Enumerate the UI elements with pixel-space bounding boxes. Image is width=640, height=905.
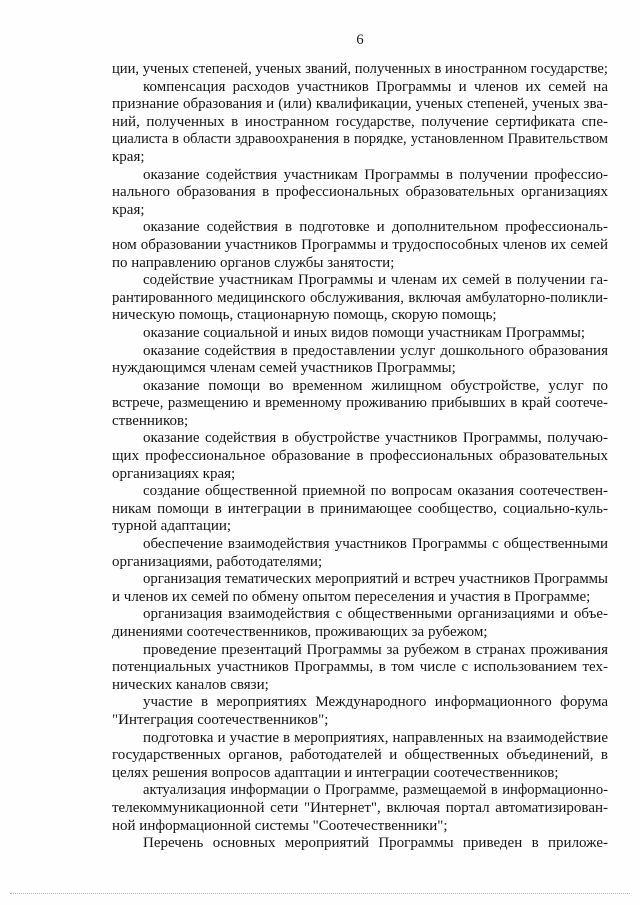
paragraph — [112, 730, 608, 783]
text-line: циалиста в области здравоохранения в порядке, установленном Правительством — [112, 131, 608, 148]
text-line: оказание помощи во временном жилищном обустройстве, услуг по — [143, 377, 608, 394]
text-line: "Интеграция соотечественников"; — [112, 711, 329, 728]
text-line: организациях края; — [112, 465, 236, 482]
text-line: ническую помощь, стационарную помощь, скорую помощь; — [112, 307, 497, 324]
text-line: встрече, размещению и временному проживанию прибывших в край соотече- — [112, 395, 608, 412]
text-line: признание образования и (или) квалификации, ученых степеней, ученых зва- — [112, 96, 608, 113]
text-line: целях решения вопросов адаптации и интеграции соотечественников; — [112, 764, 559, 781]
text-line: телекоммуникационной сети "Интернет", включая портал автоматизирован- — [112, 799, 608, 816]
paragraph — [112, 343, 608, 378]
text-line: нических каналов связи; — [112, 676, 269, 693]
text-line: Перечень основных мероприятий Программы приведен в приложе- — [143, 835, 608, 852]
text-line: оказание содействия участникам Программы в получении профессио- — [143, 166, 608, 183]
text-line: актуализация информации о Программе, размещаемой в информационно- — [143, 782, 608, 799]
text-line: ном образовании участников Программы и трудоспособных членов их семей — [112, 236, 608, 253]
text-line: ной информационной системы "Соотечественники"; — [112, 817, 448, 834]
text-line: потенциальных участников Программы, в том числе с использованием тех- — [112, 659, 608, 676]
text-line: организация тематических мероприятий и встреч участников Программы — [143, 571, 608, 588]
text-line: создание общественной приемной по вопросам оказания соотечествен- — [143, 483, 608, 500]
text-line: края; — [112, 148, 145, 165]
text-line: ний, полученных в иностранном государстве, получение сертификата спе- — [112, 113, 608, 130]
paragraph — [112, 536, 608, 571]
paragraph — [112, 571, 608, 606]
text-line: организация взаимодействия с общественными организациями и объе- — [143, 606, 608, 623]
text-line: обеспечение взаимодействия участников Программы с общественными — [143, 536, 608, 553]
paragraph — [112, 694, 608, 729]
text-line: ции, ученых степеней, ученых званий, полученных в иностранном государстве; — [112, 61, 608, 77]
text-line: оказание содействия в обустройстве участников Программы, получаю- — [143, 430, 608, 447]
paragraph — [112, 606, 608, 641]
text-line: края; — [112, 201, 145, 218]
text-line: оказание содействия в подготовке и дополнительном профессиональ- — [143, 219, 608, 236]
paragraph — [112, 79, 608, 167]
text-line: проведение презентаций Программы за рубежом в странах проживания — [143, 641, 608, 658]
text-line: государственных органов, работодателей и общественных объединений, в — [112, 747, 608, 764]
paragraph — [112, 167, 608, 220]
paragraph — [112, 483, 608, 536]
text-line: рантированного медицинского обслуживания, включая амбулаторно-поликли- — [112, 289, 608, 306]
text-line: динениями соотечественников, проживающих за рубежом; — [112, 624, 488, 640]
text-line: компенсация расходов участников Программы и членов их семей на — [143, 78, 608, 95]
text-line: никам помощи в интеграции в принимающее сообщество, социально-куль- — [112, 500, 608, 517]
paragraph — [112, 272, 608, 325]
paragraph — [112, 835, 608, 853]
text-line: участие в мероприятиях Международного информационного форума — [143, 694, 608, 711]
text-line: по направлению органов службы занятости; — [112, 254, 395, 271]
text-line: оказание социальной и иных видов помощи участникам Программы; — [143, 324, 585, 341]
text-line: оказание содействия в предоставлении услуг дошкольного образования — [143, 342, 608, 359]
text-line: ственников; — [112, 412, 189, 429]
text-line: турной адаптации; — [112, 518, 232, 535]
text-line: подготовка и участие в мероприятиях, направленных на взаимодействие — [143, 729, 608, 746]
text-line: нального образования в профессиональных образовательных организациях — [112, 184, 608, 201]
paragraph — [112, 325, 608, 343]
text-line: щих профессиональное образование в профессиональных образовательных — [112, 448, 608, 465]
text-line: нуждающимся членам семей участников Программы; — [112, 360, 456, 377]
paragraph — [112, 430, 608, 483]
text-line: содействие участникам Программы и членам их семей в получении га- — [143, 272, 608, 289]
page-number: 6 — [356, 32, 364, 48]
paragraph — [112, 782, 608, 835]
paragraph-continued — [112, 61, 608, 79]
paragraph — [112, 378, 608, 431]
document-body — [112, 61, 608, 853]
paragraph — [112, 219, 608, 272]
text-line: и членов их семей по обмену опытом переселения и участия в Программе; — [112, 588, 591, 605]
text-line: организациями, работодателями; — [112, 553, 323, 570]
scan-edge-marks — [10, 893, 630, 894]
paragraph — [112, 642, 608, 695]
